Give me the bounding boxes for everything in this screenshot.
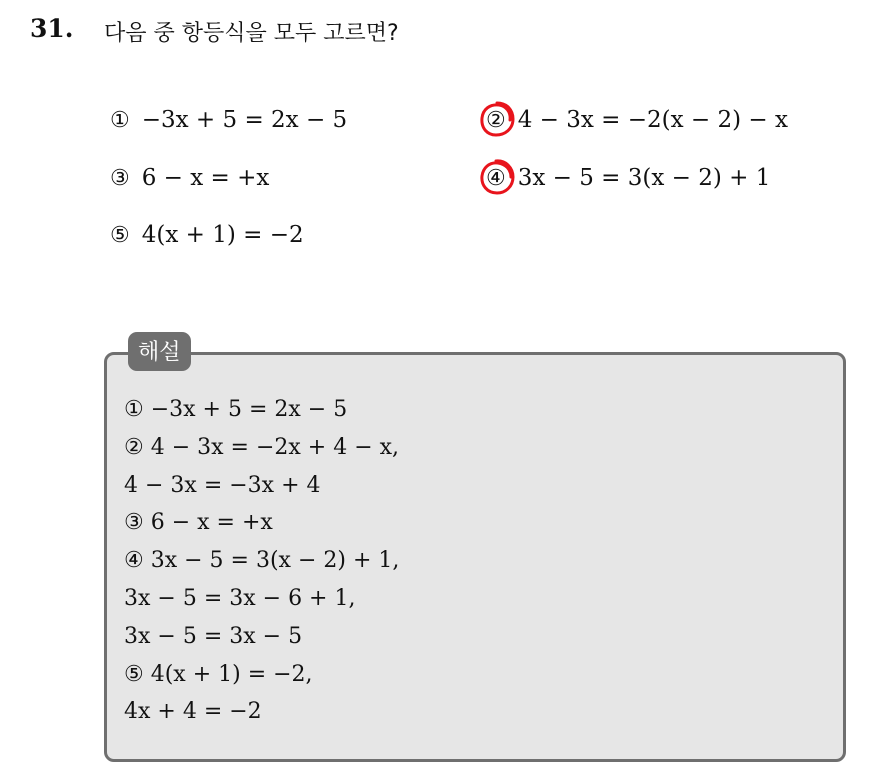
choice-5-number: ⑤ (110, 222, 130, 248)
solution-line-1: ① −3x + 5 = 2x − 5 (124, 397, 348, 422)
choice-1-expression: −3x + 5 = 2x − 5 (141, 107, 348, 133)
choice-4-number (486, 166, 506, 191)
choice-5-expression: 4(x + 1) = −2 (141, 222, 304, 248)
choice-4-number-glyph: ④ (486, 165, 506, 191)
solution-line-9: 4x + 4 = −2 (124, 699, 262, 725)
solution-line-2: ② 4 − 3x = −2x + 4 − x, (124, 434, 400, 460)
choice-4-expression: 3x − 5 = 3(x − 2) + 1 (517, 165, 771, 191)
choice-1-number: ① (110, 107, 130, 133)
choice-2-number (486, 108, 506, 133)
choice-2-expression: 4 − 3x = −2(x − 2) − x (517, 107, 788, 133)
choice-1[interactable] (110, 103, 347, 137)
choice-5[interactable] (110, 218, 304, 252)
choice-3-number: ③ (110, 165, 130, 191)
choice-4[interactable] (486, 161, 770, 195)
solution-label: 해설 (128, 332, 191, 371)
solution-lines (124, 391, 399, 731)
choice-2-number-glyph: ② (486, 107, 506, 133)
solution-line-5: ④ 3x − 5 = 3(x − 2) + 1, (124, 548, 400, 574)
solution-line-4: ③ 6 − x = +x (124, 510, 273, 536)
question-prompt: 다음 중 항등식을 모두 고르면? (104, 21, 399, 46)
solution-line-8: ⑤ 4(x + 1) = −2, (124, 661, 313, 687)
choice-3[interactable] (110, 161, 269, 195)
solution-line-7: 3x − 5 = 3x − 5 (124, 623, 303, 649)
solution-line-3: 4 − 3x = −3x + 4 (124, 472, 321, 498)
choice-2[interactable] (486, 103, 788, 137)
question-number: 31. (30, 14, 74, 43)
choice-3-expression: 6 − x = +x (141, 165, 270, 191)
solution-line-6: 3x − 5 = 3x − 6 + 1, (124, 585, 356, 611)
